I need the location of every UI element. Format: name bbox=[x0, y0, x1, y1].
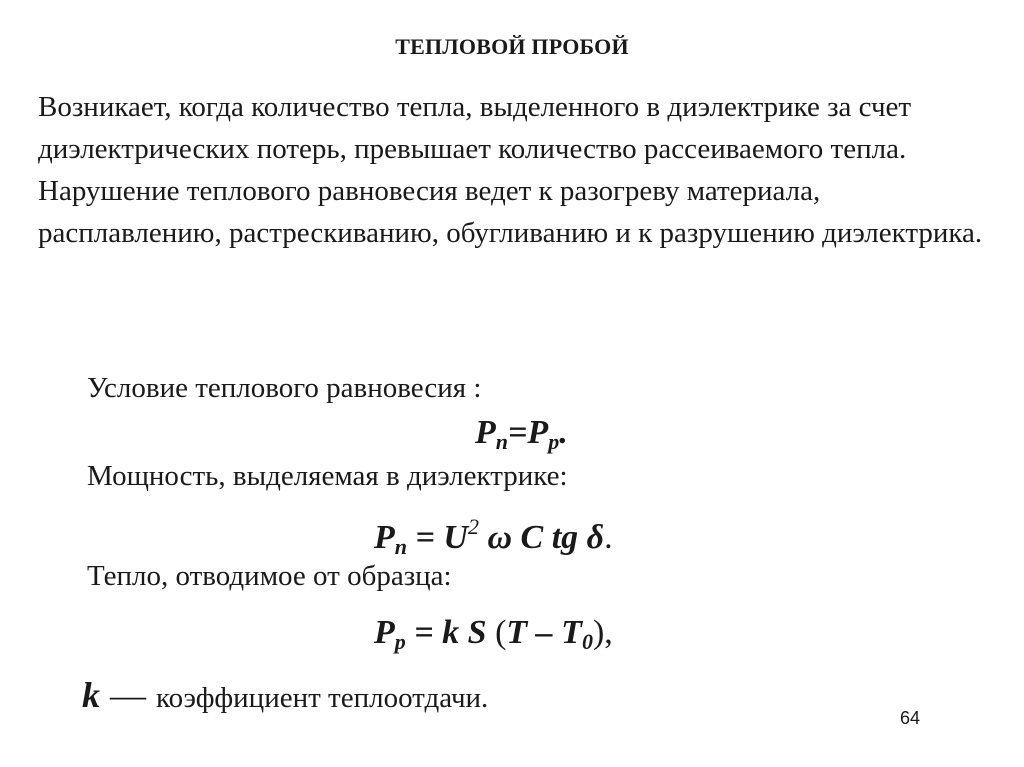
equilibrium-formula: $P_n=P_p$. bbox=[475, 414, 568, 454]
page-number: 64 bbox=[900, 708, 921, 728]
power-label: Мощность, выделяемая в диэлектрике: bbox=[87, 460, 568, 492]
paragraph-breakdown-cause: Возникает, когда количество тепла, выделенного в диэлектрике за счет диэлектрических потерь, превышает количество рассеиваемого тепла. bbox=[38, 91, 912, 165]
power-formula: $P_n = U^2$ ω C tg δ. bbox=[374, 514, 613, 559]
k-description: коэффициент теплоотдачи. bbox=[156, 682, 489, 714]
k-dash: — bbox=[110, 675, 146, 715]
slide-title: ТЕПЛОВОЙ ПРОБОЙ bbox=[395, 34, 629, 59]
coefficient-definition bbox=[82, 674, 488, 716]
heat-formula: $P_p = k$ S $(T - T_0)$, bbox=[374, 614, 613, 654]
paragraph-consequences: Нарушение теплового равновесия ведет к разогреву материала, расплавлению, растрескиванию, обугливанию и к разрушению диэлектрика. bbox=[38, 175, 983, 249]
intro-text bbox=[38, 86, 998, 254]
equilibrium-label: Условие теплового равновесия : bbox=[87, 372, 482, 404]
k-symbol: k bbox=[82, 675, 100, 715]
heat-label: Тепло, отводимое от образца: bbox=[87, 560, 452, 592]
